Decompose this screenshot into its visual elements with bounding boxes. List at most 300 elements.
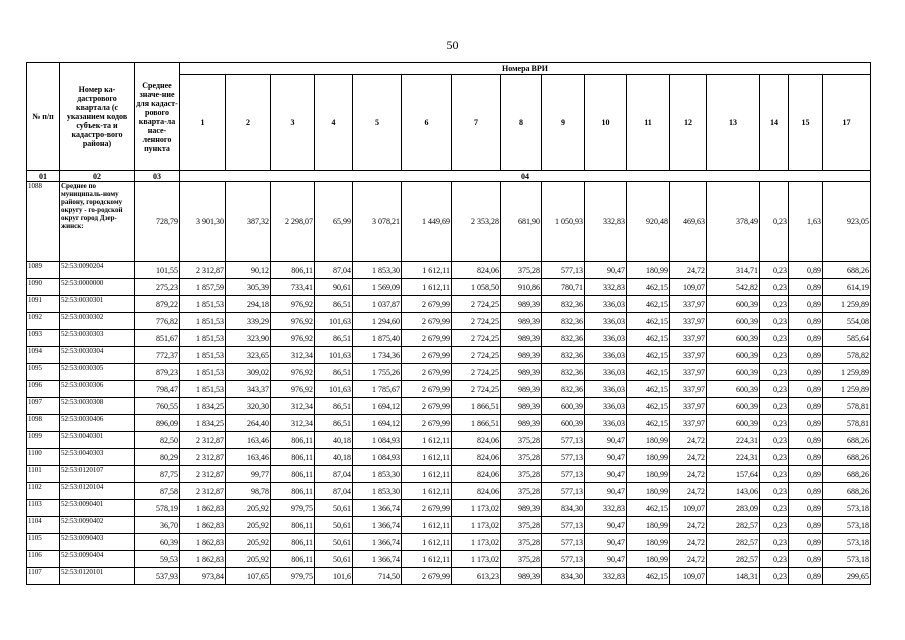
vri-value: 107,65 xyxy=(226,568,271,585)
vri-value: 0,89 xyxy=(789,398,823,415)
vri-value: 312,34 xyxy=(271,347,315,364)
vri-value: 688,26 xyxy=(823,449,871,466)
vri-number-header: 9 xyxy=(542,75,585,171)
row-number: 1104 xyxy=(27,517,60,534)
vri-value: 578,82 xyxy=(823,347,871,364)
vri-value: 688,26 xyxy=(823,466,871,483)
vri-value: 309,02 xyxy=(226,364,271,381)
table-row xyxy=(27,313,871,330)
vri-value: 1 366,74 xyxy=(353,551,402,568)
vri-value: 806,11 xyxy=(271,517,315,534)
vri-value: 180,99 xyxy=(627,449,670,466)
row-number: 1101 xyxy=(27,466,60,483)
vri-value: 0,23 xyxy=(760,534,789,551)
vri-value: 0,89 xyxy=(789,432,823,449)
vri-value: 462,15 xyxy=(627,364,670,381)
vri-value: 600,39 xyxy=(707,415,760,432)
vri-number-header: 5 xyxy=(353,75,402,171)
vri-value: 989,39 xyxy=(501,347,542,364)
vri-value: 979,75 xyxy=(271,568,315,585)
vri-value: 320,30 xyxy=(226,398,271,415)
vri-value: 0,89 xyxy=(789,364,823,381)
vri-value: 976,92 xyxy=(271,313,315,330)
vri-value: 0,23 xyxy=(760,330,789,347)
vri-value: 40,18 xyxy=(315,432,353,449)
quarter-code: 52:53:0120107 xyxy=(60,466,135,483)
vri-value: 979,75 xyxy=(271,500,315,517)
vri-value: 824,06 xyxy=(452,432,501,449)
table-row xyxy=(27,330,871,347)
vri-value: 1 612,11 xyxy=(402,432,452,449)
avg-value: 82,50 xyxy=(135,432,180,449)
summary-value: 65,99 xyxy=(315,182,353,262)
avg-value: 101,55 xyxy=(135,262,180,279)
row-number: 1094 xyxy=(27,347,60,364)
row-number: 1089 xyxy=(27,262,60,279)
avg-value: 879,23 xyxy=(135,364,180,381)
vri-value: 86,51 xyxy=(315,296,353,313)
vri-value: 989,39 xyxy=(501,313,542,330)
vri-value: 577,13 xyxy=(542,466,585,483)
quarter-code: 52:53:0000000 xyxy=(60,279,135,296)
row-number: 1105 xyxy=(27,534,60,551)
vri-value: 554,08 xyxy=(823,313,871,330)
quarter-code: 52:53:0040303 xyxy=(60,449,135,466)
vri-value: 375,28 xyxy=(501,517,542,534)
vri-value: 314,71 xyxy=(707,262,760,279)
vri-value: 806,11 xyxy=(271,262,315,279)
vri-value: 1 857,59 xyxy=(180,279,226,296)
vri-value: 337,97 xyxy=(670,381,707,398)
vri-value: 336,03 xyxy=(585,296,627,313)
vri-value: 294,18 xyxy=(226,296,271,313)
vri-value: 989,39 xyxy=(501,500,542,517)
vri-value: 2 679,99 xyxy=(402,347,452,364)
quarter-code: 52:53:0030305 xyxy=(60,364,135,381)
vri-value: 343,37 xyxy=(226,381,271,398)
vri-value: 573,18 xyxy=(823,517,871,534)
vri-value: 1 694,12 xyxy=(353,415,402,432)
vri-value: 1 851,53 xyxy=(180,330,226,347)
summary-value: 681,90 xyxy=(501,182,542,262)
vri-value: 0,89 xyxy=(789,262,823,279)
vri-value: 577,13 xyxy=(542,449,585,466)
table-row xyxy=(27,347,871,364)
vri-value: 337,97 xyxy=(670,330,707,347)
vri-value: 577,13 xyxy=(542,517,585,534)
vri-value: 0,23 xyxy=(760,296,789,313)
vri-value: 733,41 xyxy=(271,279,315,296)
vri-value: 205,92 xyxy=(226,500,271,517)
vri-value: 832,36 xyxy=(542,296,585,313)
vri-value: 1 851,53 xyxy=(180,347,226,364)
vri-value: 101,63 xyxy=(315,347,353,364)
vri-value: 86,51 xyxy=(315,398,353,415)
vri-value: 157,64 xyxy=(707,466,760,483)
vri-value: 2 312,87 xyxy=(180,432,226,449)
vri-value: 824,06 xyxy=(452,466,501,483)
vri-value: 542,82 xyxy=(707,279,760,296)
vri-value: 143,06 xyxy=(707,483,760,500)
vri-value: 336,03 xyxy=(585,347,627,364)
vri-number-header: 14 xyxy=(760,75,789,171)
vri-value: 600,39 xyxy=(542,398,585,415)
vri-value: 0,89 xyxy=(789,296,823,313)
vri-value: 2 679,99 xyxy=(402,330,452,347)
vri-value: 0,89 xyxy=(789,568,823,585)
vri-value: 90,47 xyxy=(585,534,627,551)
vri-value: 2 724,25 xyxy=(452,313,501,330)
vri-value: 1 862,83 xyxy=(180,517,226,534)
vri-value: 462,15 xyxy=(627,330,670,347)
vri-value: 323,90 xyxy=(226,330,271,347)
vri-value: 0,89 xyxy=(789,347,823,364)
vri-value: 312,34 xyxy=(271,415,315,432)
avg-value: 772,37 xyxy=(135,347,180,364)
vri-value: 0,23 xyxy=(760,347,789,364)
vri-value: 109,07 xyxy=(670,568,707,585)
vri-value: 2 312,87 xyxy=(180,466,226,483)
vri-value: 1 366,74 xyxy=(353,517,402,534)
vri-value: 224,31 xyxy=(707,449,760,466)
vri-value: 283,09 xyxy=(707,500,760,517)
vri-value: 24,72 xyxy=(670,432,707,449)
table-row xyxy=(27,551,871,568)
vri-value: 0,23 xyxy=(760,432,789,449)
quarter-code: 52:53:0030304 xyxy=(60,347,135,364)
row-number: 1102 xyxy=(27,483,60,500)
avg-value: 59,53 xyxy=(135,551,180,568)
vri-value: 976,92 xyxy=(271,381,315,398)
code-01: 01 xyxy=(27,171,60,182)
table-row xyxy=(27,381,871,398)
vri-value: 180,99 xyxy=(627,483,670,500)
vri-table xyxy=(26,62,871,585)
table-row xyxy=(27,466,871,483)
row-number: 1097 xyxy=(27,398,60,415)
vri-value: 24,72 xyxy=(670,483,707,500)
vri-value: 0,89 xyxy=(789,534,823,551)
table-row xyxy=(27,415,871,432)
table-row xyxy=(27,364,871,381)
summary-value: 469,63 xyxy=(670,182,707,262)
vri-value: 1 851,53 xyxy=(180,364,226,381)
vri-value: 0,23 xyxy=(760,398,789,415)
vri-value: 989,39 xyxy=(501,296,542,313)
vri-number-header: 12 xyxy=(670,75,707,171)
vri-value: 1 612,11 xyxy=(402,466,452,483)
quarter-code: 52:53:0030406 xyxy=(60,415,135,432)
vri-value: 332,83 xyxy=(585,568,627,585)
vri-value: 824,06 xyxy=(452,449,501,466)
vri-value: 0,89 xyxy=(789,415,823,432)
vri-value: 806,11 xyxy=(271,432,315,449)
table-row xyxy=(27,398,871,415)
vri-value: 50,61 xyxy=(315,500,353,517)
table-row xyxy=(27,449,871,466)
vri-value: 1 259,89 xyxy=(823,296,871,313)
avg-value: 578,19 xyxy=(135,500,180,517)
vri-value: 0,23 xyxy=(760,517,789,534)
vri-value: 600,39 xyxy=(707,364,760,381)
vri-value: 336,03 xyxy=(585,364,627,381)
vri-value: 462,15 xyxy=(627,347,670,364)
vri-value: 462,15 xyxy=(627,398,670,415)
vri-value: 101,63 xyxy=(315,381,353,398)
vri-value: 86,51 xyxy=(315,330,353,347)
vri-value: 375,28 xyxy=(501,262,542,279)
vri-value: 0,89 xyxy=(789,466,823,483)
vri-number-header: 1 xyxy=(180,75,226,171)
vri-value: 688,26 xyxy=(823,262,871,279)
summary-value: 2 298,07 xyxy=(271,182,315,262)
vri-value: 1 851,53 xyxy=(180,381,226,398)
avg-value: 896,09 xyxy=(135,415,180,432)
vri-value: 1 084,93 xyxy=(353,449,402,466)
vri-value: 462,15 xyxy=(627,313,670,330)
vri-value: 339,29 xyxy=(226,313,271,330)
vri-value: 375,28 xyxy=(501,551,542,568)
vri-value: 180,99 xyxy=(627,466,670,483)
summary-value: 2 353,28 xyxy=(452,182,501,262)
vri-value: 0,23 xyxy=(760,568,789,585)
vri-value: 337,97 xyxy=(670,347,707,364)
vri-value: 910,86 xyxy=(501,279,542,296)
vri-value: 0,23 xyxy=(760,500,789,517)
header-no: № п/п xyxy=(27,63,60,171)
vri-value: 24,72 xyxy=(670,466,707,483)
quarter-code: 52:53:0030308 xyxy=(60,398,135,415)
vri-value: 336,03 xyxy=(585,330,627,347)
vri-value: 1 612,11 xyxy=(402,279,452,296)
vri-value: 600,39 xyxy=(707,347,760,364)
vri-value: 976,92 xyxy=(271,364,315,381)
summary-value: 3 901,30 xyxy=(180,182,226,262)
quarter-code: 52:53:0120104 xyxy=(60,483,135,500)
vri-value: 1 851,53 xyxy=(180,313,226,330)
vri-number-header: 6 xyxy=(402,75,452,171)
row-number: 1098 xyxy=(27,415,60,432)
vri-value: 163,46 xyxy=(226,449,271,466)
vri-value: 688,26 xyxy=(823,432,871,449)
vri-value: 989,39 xyxy=(501,415,542,432)
vri-value: 462,15 xyxy=(627,279,670,296)
vri-value: 462,15 xyxy=(627,500,670,517)
row-number: 1100 xyxy=(27,449,60,466)
header-quarter: Номер ка-дастрового квартала (с указанием кодов субъек-та и кадастро-вого района) xyxy=(60,63,135,171)
summary-value: 3 078,21 xyxy=(353,182,402,262)
quarter-code: 52:53:0030302 xyxy=(60,313,135,330)
vri-value: 806,11 xyxy=(271,466,315,483)
vri-value: 1 259,89 xyxy=(823,381,871,398)
vri-value: 90,47 xyxy=(585,432,627,449)
vri-value: 205,92 xyxy=(226,534,271,551)
table-row xyxy=(27,262,871,279)
table-row xyxy=(27,483,871,500)
avg-value: 776,82 xyxy=(135,313,180,330)
vri-value: 806,11 xyxy=(271,483,315,500)
vri-number-header: 10 xyxy=(585,75,627,171)
vri-value: 40,18 xyxy=(315,449,353,466)
vri-value: 824,06 xyxy=(452,483,501,500)
row-number: 1107 xyxy=(27,568,60,585)
summary-row xyxy=(27,182,871,262)
vri-value: 0,89 xyxy=(789,381,823,398)
vri-number-header: 13 xyxy=(707,75,760,171)
vri-value: 600,39 xyxy=(707,313,760,330)
vri-value: 205,92 xyxy=(226,517,271,534)
row-number: 1092 xyxy=(27,313,60,330)
vri-value: 585,64 xyxy=(823,330,871,347)
quarter-code: 52:53:0120101 xyxy=(60,568,135,585)
vri-value: 90,61 xyxy=(315,279,353,296)
vri-value: 336,03 xyxy=(585,381,627,398)
page-number: 50 xyxy=(446,38,459,52)
vri-value: 180,99 xyxy=(627,517,670,534)
vri-value: 264,40 xyxy=(226,415,271,432)
vri-value: 1 834,25 xyxy=(180,415,226,432)
vri-value: 1 173,02 xyxy=(452,517,501,534)
row-number: 1090 xyxy=(27,279,60,296)
avg-value: 60,39 xyxy=(135,534,180,551)
table-row xyxy=(27,500,871,517)
vri-value: 1 058,50 xyxy=(452,279,501,296)
avg-value: 87,58 xyxy=(135,483,180,500)
quarter-code: 52:53:0030306 xyxy=(60,381,135,398)
vri-value: 109,07 xyxy=(670,500,707,517)
vri-value: 577,13 xyxy=(542,551,585,568)
table-row xyxy=(27,432,871,449)
vri-value: 573,18 xyxy=(823,534,871,551)
vri-value: 90,47 xyxy=(585,551,627,568)
vri-value: 1 866,51 xyxy=(452,398,501,415)
vri-value: 24,72 xyxy=(670,262,707,279)
vri-value: 2 679,99 xyxy=(402,364,452,381)
vri-value: 834,30 xyxy=(542,500,585,517)
vri-value: 90,47 xyxy=(585,262,627,279)
table-row xyxy=(27,279,871,296)
vri-value: 1 862,83 xyxy=(180,534,226,551)
vri-number-header: 7 xyxy=(452,75,501,171)
vri-value: 2 312,87 xyxy=(180,449,226,466)
vri-value: 1 612,11 xyxy=(402,551,452,568)
vri-value: 90,47 xyxy=(585,517,627,534)
vri-value: 24,72 xyxy=(670,517,707,534)
vri-value: 0,89 xyxy=(789,279,823,296)
vri-number-header: 8 xyxy=(501,75,542,171)
vri-number-header: 15 xyxy=(789,75,823,171)
vri-value: 832,36 xyxy=(542,364,585,381)
vri-value: 573,18 xyxy=(823,500,871,517)
code-03: 03 xyxy=(135,171,180,182)
vri-value: 323,65 xyxy=(226,347,271,364)
summary-value: 1 050,93 xyxy=(542,182,585,262)
vri-value: 1 734,36 xyxy=(353,347,402,364)
vri-value: 2 724,25 xyxy=(452,381,501,398)
avg-value: 36,70 xyxy=(135,517,180,534)
vri-value: 109,07 xyxy=(670,279,707,296)
vri-value: 834,30 xyxy=(542,568,585,585)
vri-value: 180,99 xyxy=(627,262,670,279)
vri-value: 0,23 xyxy=(760,279,789,296)
quarter-code: 52:53:0090402 xyxy=(60,517,135,534)
vri-value: 375,28 xyxy=(501,483,542,500)
vri-value: 50,61 xyxy=(315,551,353,568)
vri-value: 1 851,53 xyxy=(180,296,226,313)
row-number: 1099 xyxy=(27,432,60,449)
vri-value: 299,65 xyxy=(823,568,871,585)
vri-value: 832,36 xyxy=(542,313,585,330)
vri-value: 806,11 xyxy=(271,534,315,551)
vri-value: 0,89 xyxy=(789,313,823,330)
vri-value: 578,81 xyxy=(823,415,871,432)
vri-value: 0,23 xyxy=(760,449,789,466)
vri-value: 2 679,99 xyxy=(402,313,452,330)
vri-value: 462,15 xyxy=(627,415,670,432)
vri-value: 337,97 xyxy=(670,364,707,381)
vri-value: 332,83 xyxy=(585,279,627,296)
vri-value: 337,97 xyxy=(670,398,707,415)
vri-value: 600,39 xyxy=(707,296,760,313)
table-row xyxy=(27,534,871,551)
vri-value: 2 724,25 xyxy=(452,364,501,381)
vri-value: 90,12 xyxy=(226,262,271,279)
vri-value: 98,78 xyxy=(226,483,271,500)
header-avg: Среднее значе-ние для кадаст-рового кварта-ла насе-ленного пункта xyxy=(135,63,180,171)
row-number: 1088 xyxy=(27,182,60,262)
vri-value: 1 173,02 xyxy=(452,551,501,568)
vri-value: 1 694,12 xyxy=(353,398,402,415)
row-number: 1106 xyxy=(27,551,60,568)
vri-value: 614,19 xyxy=(823,279,871,296)
code-04: 04 xyxy=(180,171,871,182)
vri-value: 375,28 xyxy=(501,534,542,551)
row-number: 1095 xyxy=(27,364,60,381)
vri-value: 976,92 xyxy=(271,330,315,347)
vri-value: 1 853,30 xyxy=(353,483,402,500)
vri-value: 0,23 xyxy=(760,483,789,500)
row-number: 1096 xyxy=(27,381,60,398)
vri-value: 577,13 xyxy=(542,483,585,500)
vri-value: 337,97 xyxy=(670,296,707,313)
vri-value: 332,83 xyxy=(585,500,627,517)
vri-value: 976,92 xyxy=(271,296,315,313)
vri-value: 0,89 xyxy=(789,483,823,500)
row-number: 1093 xyxy=(27,330,60,347)
vri-value: 282,57 xyxy=(707,551,760,568)
vri-value: 2 724,25 xyxy=(452,347,501,364)
vri-value: 577,13 xyxy=(542,534,585,551)
vri-value: 2 724,25 xyxy=(452,330,501,347)
vri-value: 0,89 xyxy=(789,449,823,466)
vri-value: 600,39 xyxy=(707,330,760,347)
vri-value: 462,15 xyxy=(627,296,670,313)
vri-value: 832,36 xyxy=(542,347,585,364)
vri-value: 0,23 xyxy=(760,262,789,279)
vri-value: 1 173,02 xyxy=(452,534,501,551)
vri-value: 148,31 xyxy=(707,568,760,585)
quarter-code: 52:53:0030303 xyxy=(60,330,135,347)
vri-value: 336,03 xyxy=(585,313,627,330)
vri-value: 0,89 xyxy=(789,500,823,517)
vri-value: 0,89 xyxy=(789,517,823,534)
vri-value: 1 785,67 xyxy=(353,381,402,398)
vri-value: 573,18 xyxy=(823,551,871,568)
vri-value: 1 875,40 xyxy=(353,330,402,347)
vri-value: 0,23 xyxy=(760,313,789,330)
vri-value: 1 862,83 xyxy=(180,500,226,517)
vri-number-header: 3 xyxy=(271,75,315,171)
